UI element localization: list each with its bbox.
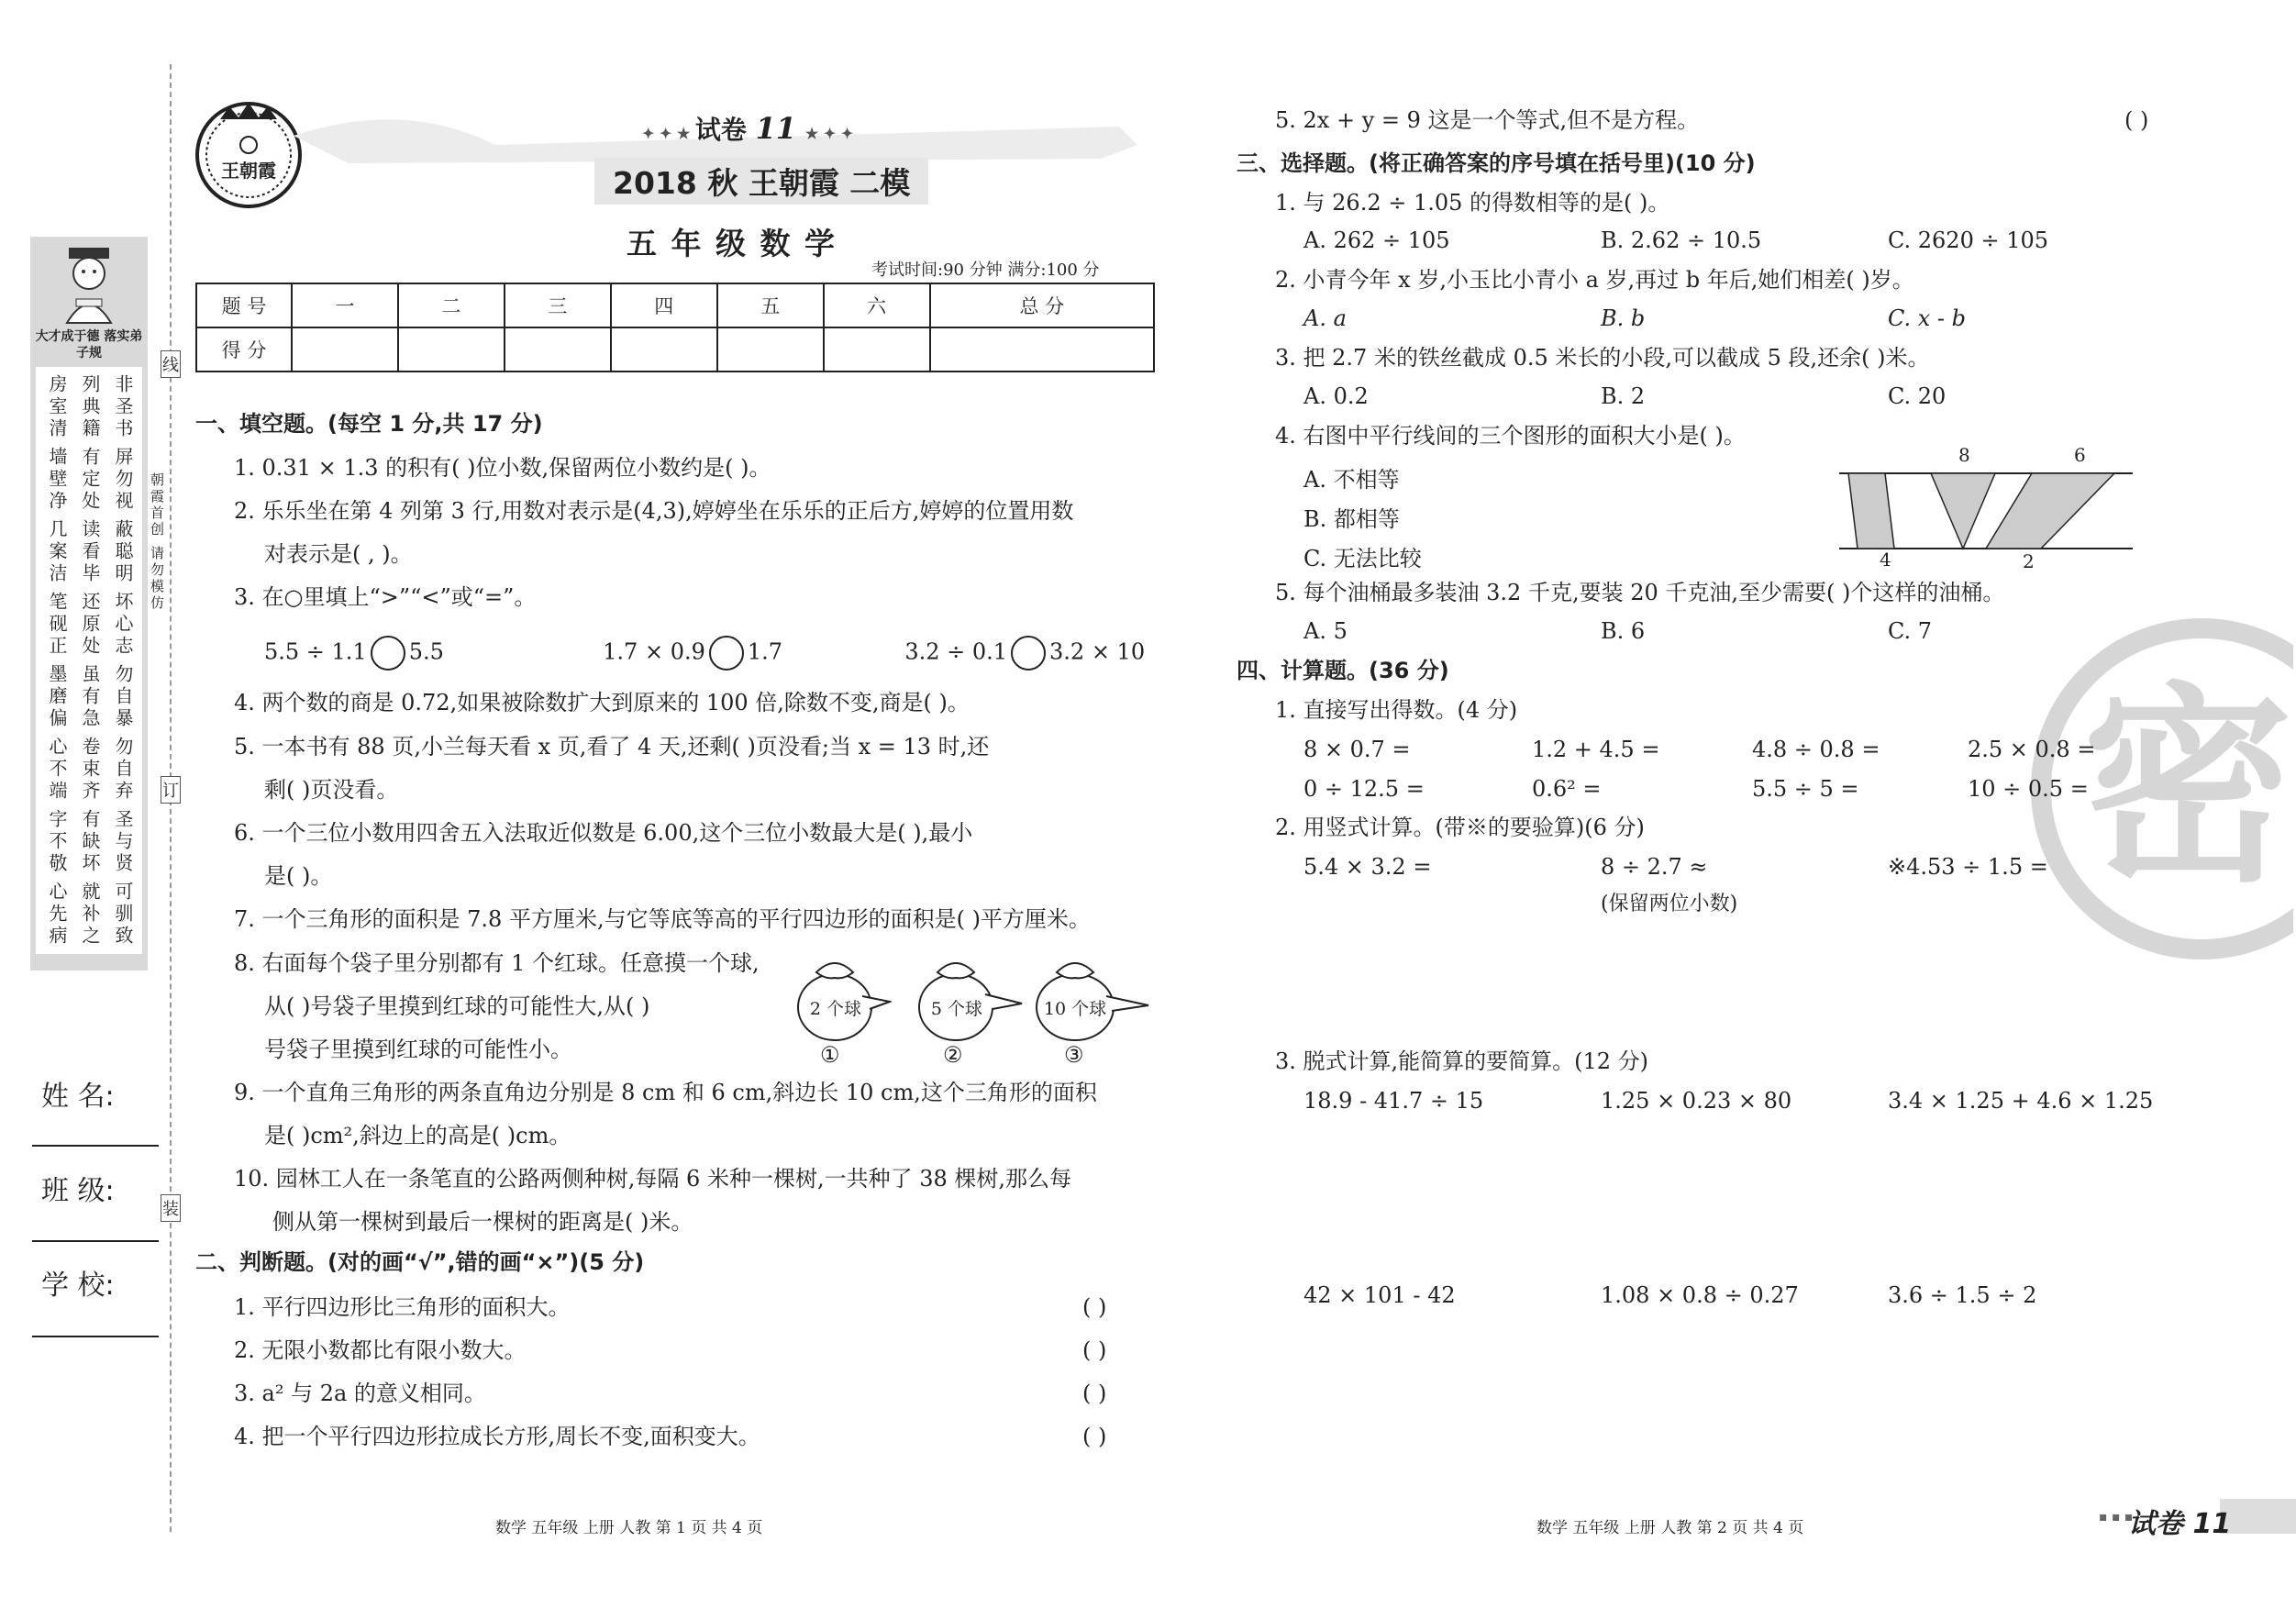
motto-column: 非圣书 — [112, 374, 134, 440]
seal-mark-2: 订 — [161, 776, 181, 804]
bag-3 — [1031, 945, 1155, 1073]
s4-p1-item5: 0 ÷ 12.5 = — [1303, 776, 1425, 802]
s3-q2: 2. 小青今年 x 岁,小玉比小青小 a 岁,再过 b 年后,她们相差( )岁。 — [1275, 267, 1914, 293]
star-deco: ✦ ✦ ★ — [642, 125, 695, 142]
s1-q3-row — [264, 636, 1145, 671]
parallel-figure — [1839, 444, 2133, 578]
bag-3-label: 10 个球 — [1043, 999, 1107, 1019]
s3-q1-a[interactable]: A. 262 ÷ 105 — [1303, 227, 1450, 253]
motto-column: 还原处 — [79, 592, 101, 658]
s4-p3-item3: 3.4 × 1.25 + 4.6 × 1.25 — [1888, 1088, 2154, 1114]
compare-2-left: 1.7 × 0.9 — [603, 638, 705, 665]
score-cell-5[interactable] — [717, 327, 824, 372]
s3-q5-c[interactable]: C. 7 — [1888, 618, 1933, 644]
s4-p1: 1. 直接写出得数。(4 分) — [1275, 697, 1518, 723]
paper-label-text: 试卷 — [694, 115, 747, 145]
section2-title: 二、判断题。(对的画“√”,错的画“×”)(5 分) — [195, 1249, 645, 1275]
bag-3-number: ③ — [1064, 1042, 1084, 1068]
s3-q1-b[interactable]: B. 2.62 ÷ 10.5 — [1601, 227, 1762, 253]
class-field-line[interactable] — [32, 1240, 159, 1242]
s1-q10b: 侧从第一棵树到最后一棵树的距离是( )米。 — [272, 1209, 693, 1235]
motto-column: 勿自暴 — [112, 664, 134, 730]
s1-q8b: 从( )号袋子里摸到红球的可能性大,从( ) — [264, 993, 650, 1019]
s1-q5b: 剩( )页没看。 — [264, 777, 399, 803]
seal-mark-1: 线 — [161, 350, 181, 378]
s4-p3-item1: 18.9 - 41.7 ÷ 15 — [1303, 1088, 1484, 1114]
motto-column: 几案洁 — [46, 519, 68, 585]
s1-q6b: 是( )。 — [264, 863, 333, 889]
compare-2-right: 1.7 — [747, 638, 783, 665]
s1-q7: 7. 一个三角形的面积是 7.8 平方厘米,与它等底等高的平行四边形的面积是( )平方厘米。 — [234, 906, 1091, 932]
s4-p3: 3. 脱式计算,能简算的要简算。(12 分) — [1275, 1048, 1649, 1074]
brand-logo — [193, 99, 305, 211]
s2-item1: 1. 平行四边形比三角形的面积大。 — [234, 1294, 571, 1320]
score-header-1: 一 — [292, 283, 398, 327]
paper-label — [642, 110, 853, 147]
s4-p3-item2: 1.25 × 0.23 × 80 — [1601, 1088, 1792, 1114]
s1-q1: 1. 0.31 × 1.3 的积有( )位小数,保留两位小数约是( )。 — [234, 455, 771, 481]
motto-column: 心先病 — [46, 882, 68, 948]
score-header-5: 五 — [717, 283, 824, 327]
s3-q4-b[interactable]: B. 都相等 — [1303, 506, 1400, 532]
motto-column: 虽有急 — [79, 664, 101, 730]
seal-mark-3: 装 — [161, 1194, 181, 1222]
score-header-3: 三 — [505, 283, 611, 327]
s3-q4-c[interactable]: C. 无法比较 — [1303, 546, 1422, 571]
s1-q9b: 是( )cm²,斜边上的高是( )cm。 — [264, 1123, 571, 1148]
s4-p1-item2: 1.2 + 4.5 = — [1532, 737, 1660, 762]
compare-1-left: 5.5 ÷ 1.1 — [264, 638, 367, 665]
s4-p2-item1: 5.4 × 3.2 = — [1303, 854, 1432, 880]
s4-p3-item5: 1.08 × 0.8 ÷ 0.27 — [1601, 1282, 1799, 1308]
score-row-label: 得 分 — [196, 327, 292, 372]
score-header-2: 二 — [398, 283, 505, 327]
bag-1 — [791, 945, 892, 1073]
score-cell-6[interactable] — [824, 327, 930, 372]
score-header-label: 题 号 — [196, 283, 292, 327]
compare-3-left: 3.2 ÷ 0.1 — [904, 638, 1008, 665]
bag-2-label: 5 个球 — [930, 999, 983, 1019]
s1-q4: 4. 两个数的商是 0.72,如果被除数扩大到原来的 100 倍,除数不变,商是( )。 — [234, 690, 970, 715]
s1-q6a: 6. 一个三位小数用四舍五入法取近似数是 6.00,这个三位小数最大是( ),最小 — [234, 820, 973, 846]
name-field-label: 姓 名: — [41, 1081, 115, 1113]
motto-column: 勿自弃 — [112, 737, 134, 803]
s3-q5-a[interactable]: A. 5 — [1303, 618, 1348, 644]
s3-q2-b[interactable]: B. b — [1601, 305, 1646, 331]
s3-q4: 4. 右图中平行线间的三个图形的面积大小是( )。 — [1275, 423, 1746, 449]
s1-q5a: 5. 一本书有 88 页,小兰每天看 x 页,看了 4 天,还剩( )页没看;当 x = 13 时,还 — [234, 734, 990, 760]
name-field-line[interactable] — [32, 1145, 159, 1147]
motto-column: 圣与贤 — [112, 809, 134, 875]
bag-2 — [915, 945, 1026, 1073]
s4-p1-item4: 2.5 × 0.8 = — [1968, 737, 2096, 762]
s3-q1-c[interactable]: C. 2620 ÷ 105 — [1888, 227, 2049, 253]
section1-title: 一、填空题。(每空 1 分,共 17 分) — [195, 411, 543, 437]
s2-paren2[interactable]: ( ) — [1082, 1337, 1107, 1363]
footer-left: 数学 五年级 上册 人教 第 1 页 共 4 页 — [495, 1519, 763, 1537]
score-header-7: 总 分 — [930, 283, 1154, 327]
score-header-4: 四 — [611, 283, 717, 327]
footer-deco: ▪ ▪ ▪ — [2099, 1510, 2134, 1525]
s1-q3: 3. 在○里填上“>”“<”或“=”。 — [234, 584, 537, 610]
motto-column: 坏心志 — [112, 592, 134, 658]
brand-logo-text: 王朝霞 — [221, 160, 276, 182]
motto-column: 可驯致 — [112, 882, 134, 948]
motto-column: 有缺坏 — [79, 809, 101, 875]
s1-q10a: 10. 园林工人在一条笔直的公路两侧种树,每隔 6 米种一棵树,一共种了 38 棵树,那么每 — [234, 1166, 1072, 1192]
s2-paren3[interactable]: ( ) — [1082, 1381, 1107, 1406]
s1-q2a: 2. 乐乐坐在第 4 列第 3 行,用数对表示是(4,3),婷婷坐在乐乐的正后方,婷婷的位置用数 — [234, 498, 1074, 524]
compare-3-right: 3.2 × 10 — [1049, 638, 1146, 665]
subject-title: 五 年 级 数 学 — [627, 226, 837, 261]
s4-p1-item1: 8 × 0.7 = — [1303, 737, 1411, 762]
motto-column: 屏勿视 — [112, 447, 134, 513]
s1-q8a: 8. 右面每个袋子里分别都有 1 个红球。任意摸一个球, — [234, 950, 760, 976]
fig-top-label-1: 8 — [1958, 444, 1970, 466]
s3-q3-a[interactable]: A. 0.2 — [1303, 383, 1369, 409]
s2-item2: 2. 无限小数都比有限小数大。 — [234, 1337, 527, 1363]
footer-tag-bar — [2220, 1499, 2296, 1534]
score-header-6: 六 — [824, 283, 930, 327]
motto-column: 就补之 — [79, 882, 101, 948]
s3-q4-a[interactable]: A. 不相等 — [1303, 467, 1400, 493]
score-cell-3[interactable] — [505, 327, 611, 372]
s4-p1-item3: 4.8 ÷ 0.8 = — [1752, 737, 1880, 762]
motto-column: 列典籍 — [79, 374, 101, 440]
motto-title: 大才成于德 落实弟子规 — [35, 329, 143, 360]
s4-p3-item6: 3.6 ÷ 1.5 ÷ 2 — [1888, 1282, 2037, 1308]
secret-watermark-char: 密 — [2082, 666, 2294, 911]
score-cell-4[interactable] — [611, 327, 717, 372]
bag-1-label: 2 个球 — [809, 999, 862, 1019]
s3-q2-a[interactable]: A. a — [1303, 305, 1347, 331]
motto-column: 心不端 — [46, 737, 68, 803]
s4-p1-item6: 0.6² = — [1532, 776, 1602, 802]
s3-q5-b[interactable]: B. 6 — [1601, 618, 1646, 644]
fig-bottom-label-1: 4 — [1880, 549, 1891, 571]
s4-p2-item3: ※4.53 ÷ 1.5 = — [1888, 854, 2048, 880]
motto-column: 墙壁净 — [46, 447, 68, 513]
motto-column: 有定处 — [79, 447, 101, 513]
exam-title: 2018 秋 王朝霞 二模 — [594, 158, 928, 205]
section4-title: 四、计算题。(36 分) — [1237, 658, 1449, 683]
school-field-line[interactable] — [32, 1336, 159, 1337]
s3-q3: 3. 把 2.7 米的铁丝截成 0.5 米长的小段,可以截成 5 段,还余( )米。 — [1275, 345, 1930, 371]
motto-column: 房室清 — [46, 374, 68, 440]
motto-grid — [36, 367, 142, 954]
compare-circle-2[interactable] — [709, 636, 744, 671]
star-deco: ★ ✦ ✦ — [804, 125, 854, 142]
fig-top-label-2: 6 — [2074, 444, 2086, 466]
compare-circle-3[interactable] — [1011, 636, 1046, 671]
score-cell-7[interactable] — [930, 327, 1154, 372]
s4-p2: 2. 用竖式计算。(带※的要验算)(6 分) — [1275, 815, 1645, 840]
school-field-label: 学 校: — [41, 1270, 115, 1302]
scholar-figure — [56, 244, 122, 327]
motto-column: 蔽聪明 — [112, 519, 134, 585]
exam-info: 考试时间:90 分钟 满分:100 分 — [871, 261, 1100, 280]
compare-circle-1[interactable] — [371, 636, 405, 671]
s2-item4: 4. 把一个平行四边形拉成长方形,周长不变,面积变大。 — [234, 1424, 760, 1449]
s2-item3: 3. a² 与 2a 的意义相同。 — [234, 1381, 486, 1406]
s4-p3-item4: 42 × 101 - 42 — [1303, 1282, 1456, 1308]
motto-column: 卷束齐 — [79, 737, 101, 803]
s1-q9a: 9. 一个直角三角形的两条直角边分别是 8 cm 和 6 cm,斜边长 10 cm,这个三角形的面积 — [234, 1080, 1097, 1105]
paper-label-no: 11 — [755, 111, 797, 146]
s4-p2-item2: 8 ÷ 2.7 ≈ — [1601, 854, 1708, 880]
score-table — [195, 283, 1155, 372]
class-field-label: 班 级: — [41, 1175, 115, 1207]
s4-p1-item7: 5.5 ÷ 5 = — [1752, 776, 1859, 802]
section3-title: 三、选择题。(将正确答案的序号填在括号里)(10 分) — [1237, 150, 1756, 176]
s1-q8c: 号袋子里摸到红球的可能性小。 — [264, 1037, 572, 1062]
motto-column: 墨磨偏 — [46, 664, 68, 730]
bag-1-number: ① — [820, 1042, 840, 1068]
s1-q2b: 对表示是( , )。 — [264, 541, 413, 567]
score-cell-2[interactable] — [398, 327, 505, 372]
motto-column: 笔砚正 — [46, 592, 68, 658]
s3-q3-c[interactable]: C. 20 — [1888, 383, 1947, 409]
s3-q5: 5. 每个油桶最多装油 3.2 千克,要装 20 千克油,至少需要( )个这样的油桶。 — [1275, 580, 2005, 605]
motto-column: 字不敬 — [46, 809, 68, 875]
fig-bottom-label-2: 2 — [2023, 550, 2035, 572]
s3-q1: 1. 与 26.2 ÷ 1.05 的得数相等的是( )。 — [1275, 190, 1670, 216]
compare-1-right: 5.5 — [408, 638, 444, 665]
s2-paren1[interactable]: ( ) — [1082, 1294, 1107, 1320]
s3-q3-b[interactable]: B. 2 — [1601, 383, 1646, 409]
bag-2-number: ② — [943, 1042, 963, 1068]
score-cell-1[interactable] — [292, 327, 398, 372]
s3-q2-c[interactable]: C. x - b — [1888, 305, 1967, 331]
notice-vertical: 朝霞首创 请勿模仿 — [149, 472, 165, 612]
s4-p2-note: (保留两位小数) — [1601, 893, 1738, 915]
footer-tag: 试卷 11 — [2128, 1508, 2232, 1540]
s2-paren5[interactable]: ( ) — [2124, 107, 2149, 133]
s4-p1-item8: 10 ÷ 0.5 = — [1968, 776, 2089, 802]
s2-item5: 5. 2x + y = 9 这是一个等式,但不是方程。 — [1275, 107, 1700, 133]
footer-right: 数学 五年级 上册 人教 第 2 页 共 4 页 — [1536, 1519, 1804, 1537]
motto-column: 读看毕 — [79, 519, 101, 585]
motto-sidebar — [30, 237, 148, 970]
s2-paren4[interactable]: ( ) — [1082, 1424, 1107, 1449]
